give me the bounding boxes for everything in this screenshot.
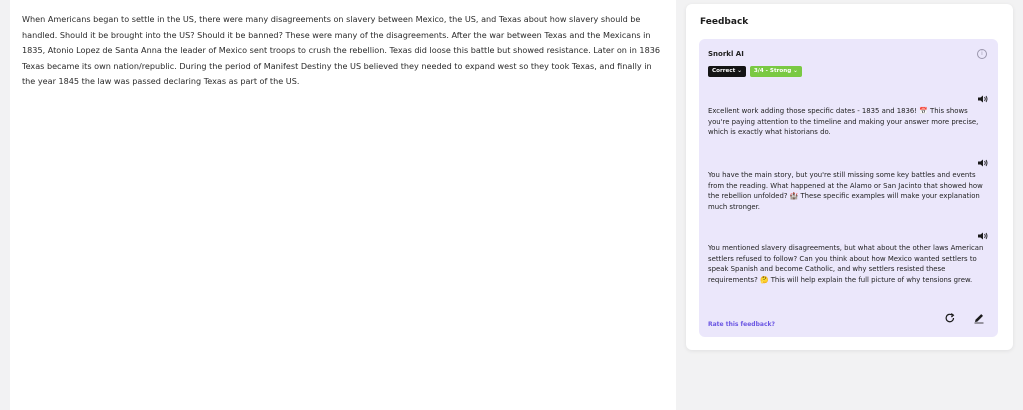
correct-badge[interactable]: Correct ⌄ [708, 66, 746, 77]
speaker-icon[interactable] [978, 232, 988, 240]
feedback-title: Feedback [700, 17, 749, 27]
info-icon[interactable]: i [977, 49, 987, 59]
feedback-card [699, 39, 998, 337]
score-badge[interactable]: 3/4 - Strong ⌄ [750, 66, 802, 77]
feedback-author: Snorkl AI [708, 50, 744, 58]
feedback-comment: Excellent work adding those specific dates - 1835 and 1836! 📅 This shows you're paying attention to the timeline and making your answer more precise, which is exactly what historians do. [708, 107, 979, 136]
feedback-badges [708, 66, 802, 77]
essay-text[interactable]: When Americans began to settle in the US, there were many disagreements on slavery between Mexico, the US, and Texas about how slavery should be handled. Should it be brought into the US? Should it be banned? These were many of the disagreements. After the war between Texas and the Mexicans in 1835, Atonio Lopez de Santa Anna the leader of Mexico sent troops to crush the rebellion. Texas did loose this battle but showed resistance. Later on in 1836 Texas became its own nation/republic. During the period of Manifest Destiny the US believed they needed to expand west so they took Texas, and finally in the year 1845 the law was passed declaring Texas as part of the US. [22, 14, 661, 86]
essay-pane [10, 0, 676, 410]
feedback-panel [686, 4, 1013, 350]
refresh-icon[interactable] [944, 312, 956, 324]
feedback-comment: You mentioned slavery disagreements, but what about the other laws American settlers refused to follow? Can you think about how Mexico wanted settlers to speak Spanish and become Catholic, and why settlers resisted these requirements? 🤔 This will help explain the full picture of why tensions grew. [708, 244, 984, 284]
feedback-comment: You have the main story, but you're still missing some key battles and events from the reading. What happened at the Alamo or San Jacinto that showed how the rebellion unfolded? 🏰 These specific examples will make your explanation much stronger. [708, 171, 983, 211]
speaker-icon[interactable] [978, 159, 988, 167]
speaker-icon[interactable] [978, 95, 988, 103]
rate-feedback-link[interactable]: Rate this feedback? [708, 321, 775, 328]
edit-icon[interactable] [973, 312, 985, 324]
